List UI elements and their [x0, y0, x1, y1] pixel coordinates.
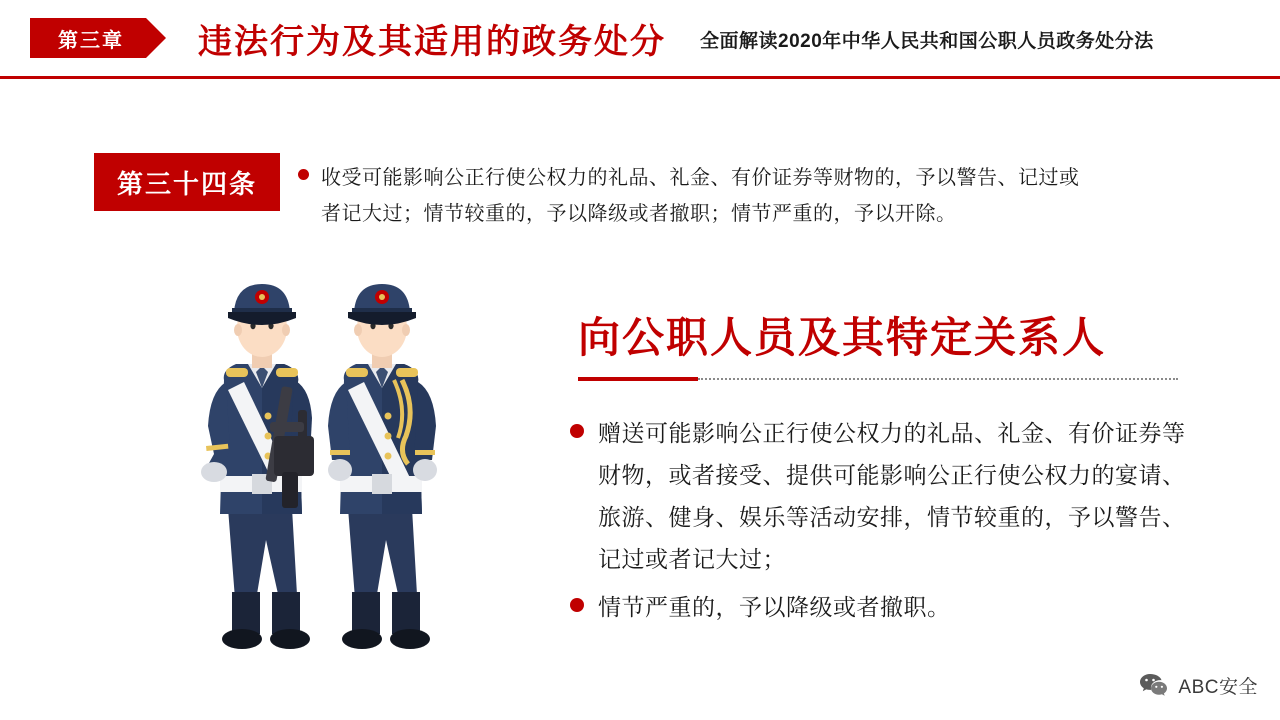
chapter-tag: 第三章 — [30, 18, 146, 58]
underline-dotted-segment — [698, 378, 1178, 380]
header-divider — [0, 76, 1280, 79]
watermark-label: ABC安全 — [1178, 676, 1258, 698]
bullet-icon — [298, 169, 309, 180]
bullet-icon — [570, 598, 584, 612]
list-item — [570, 412, 1190, 580]
article-paragraph — [298, 160, 1088, 232]
two-uniformed-officers-illustration — [170, 240, 530, 680]
page-header — [0, 0, 1280, 76]
section-title: 向公职人员及其特定关系人 — [578, 314, 1107, 361]
section-title-underline — [578, 377, 1178, 381]
page-subtitle: 全面解读2020年中华人民共和国公职人员政务处分法 — [700, 31, 1154, 52]
article-number-badge: 第三十四条 — [94, 153, 280, 211]
page-title: 违法行为及其适用的政务处分 — [198, 23, 666, 61]
list-item-text: 情节严重的，予以降级或者撤职。 — [598, 594, 951, 620]
bullet-icon — [570, 424, 584, 438]
underline-solid-segment — [578, 377, 698, 381]
section-list — [570, 412, 1190, 634]
wechat-logo-icon — [1136, 668, 1170, 702]
watermark — [1136, 668, 1258, 702]
list-item-text: 赠送可能影响公正行使公权力的礼品、礼金、有价证券等财物，或者接受、提供可能影响公正行使公权力的宴请、旅游、健身、娱乐等活动安排，情节较重的，予以警告、记过或者记大过； — [598, 420, 1186, 572]
list-item — [570, 586, 1190, 628]
article-paragraph-text: 收受可能影响公正行使公权力的礼品、礼金、有价证券等财物的，予以警告、记过或者记大过；情节较重的，予以降级或者撤职；情节严重的，予以开除。 — [321, 167, 1080, 225]
